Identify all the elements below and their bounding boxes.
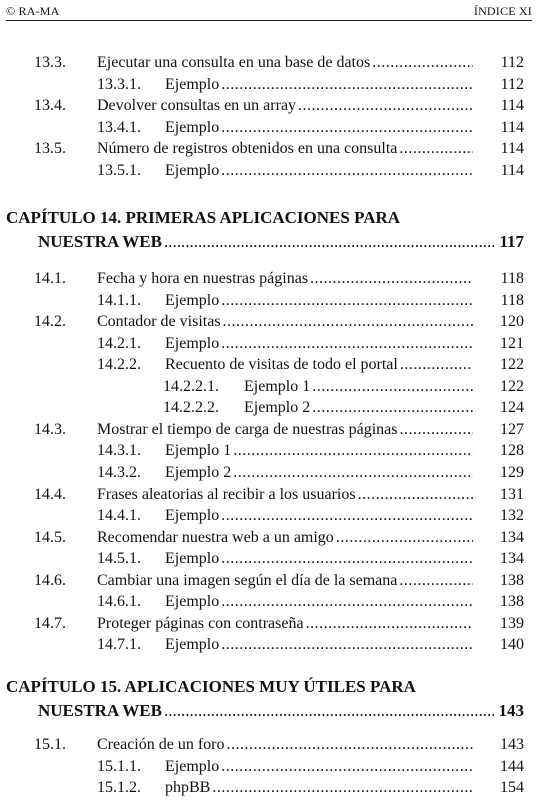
toc-entry [0, 756, 538, 778]
toc-entry-page: 134 [500, 550, 524, 568]
leader-dots [221, 634, 473, 656]
leader-dots [164, 700, 494, 722]
toc-entry [0, 74, 538, 96]
chapter-title-line1: CAPÍTULO 14. PRIMERAS APLICACIONES PARA [6, 208, 401, 227]
leader-dots [221, 505, 473, 527]
toc-entry-page: 122 [500, 356, 524, 374]
leader-dots [310, 268, 473, 290]
toc-entry [0, 52, 538, 74]
toc-entry [0, 570, 538, 592]
toc-entry-number: 13.3. [34, 54, 66, 71]
toc-entry-number: 15.1.2. [97, 779, 141, 797]
toc-entry-number: 13.5. [34, 140, 66, 158]
toc-entry-number: 14.3.2. [97, 463, 141, 481]
toc-entry-page: 118 [500, 270, 524, 287]
toc-entry-page: 129 [500, 463, 524, 481]
toc-entry-title: Ejecutar una consulta en una base de datos [97, 54, 371, 71]
toc-entry-title: Ejemplo 2 [165, 463, 232, 481]
leader-dots [221, 117, 473, 139]
toc-entry [0, 462, 538, 484]
toc-entry [0, 290, 538, 312]
toc-entry-number: 14.5. [34, 528, 66, 546]
running-title: ÍNDICE XI [473, 4, 532, 18]
leader-dots [312, 397, 473, 419]
toc-entry [0, 484, 538, 506]
leader-dots [221, 548, 473, 570]
leader-dots [400, 419, 474, 441]
leader-dots [221, 591, 473, 613]
toc-entry-title: Ejemplo [165, 507, 220, 525]
toc-entry-title: phpBB [165, 779, 211, 797]
leader-dots [298, 95, 473, 117]
toc-entry-page: 124 [500, 399, 524, 417]
toc-entry [0, 634, 538, 656]
toc-entry-title: Devolver consultas en un array [97, 97, 297, 115]
toc-entry-title: Ejemplo [165, 75, 220, 93]
toc-entry-title: Ejemplo 1 [244, 377, 311, 395]
toc-entry-number: 14.1. [34, 270, 66, 287]
chapter-title-line2: NUESTRA WEB [38, 232, 162, 251]
toc-entry-title: Ejemplo [165, 593, 220, 611]
toc-entry-page: 128 [500, 442, 524, 460]
toc-entry-title: Mostrar el tiempo de carga de nuestras páginas [97, 420, 398, 438]
toc-entry [0, 160, 538, 182]
toc-entry-page: 112 [500, 75, 524, 93]
toc-entry-number: 14.1.1. [97, 291, 141, 309]
header-rule [6, 20, 532, 21]
toc-entry-page: 143 [500, 736, 524, 753]
toc-entry-number: 14.3. [34, 420, 66, 438]
toc-entry-number: 13.4.1. [97, 118, 141, 136]
toc-entry [0, 505, 538, 527]
toc-entry-page: 114 [500, 162, 524, 179]
toc-entry-title: Fecha y hora en nuestras páginas [97, 270, 309, 287]
toc-entry-title: Ejemplo [165, 291, 220, 309]
toc-entry-title: Ejemplo [165, 118, 220, 136]
toc-entry-page: 121 [500, 334, 524, 352]
toc-entry-page: 131 [500, 485, 524, 503]
toc-entry-title: Ejemplo [165, 757, 220, 775]
toc-entry [0, 311, 538, 333]
leader-dots [221, 333, 473, 355]
chapter-page: 143 [498, 701, 524, 720]
chapter-title-line1: CAPÍTULO 15. APLICACIONES MUY ÚTILES PARA [6, 677, 416, 696]
publisher-mark: © RA-MA [6, 4, 60, 18]
toc-entry [0, 333, 538, 355]
toc-entry-number: 15.1. [34, 736, 66, 753]
toc-entry-page: 118 [500, 291, 524, 309]
leader-dots [372, 52, 473, 74]
toc-entry-number: 14.7.1. [97, 636, 141, 654]
toc-entry [0, 95, 538, 117]
toc-entry-number: 14.4. [34, 485, 66, 503]
toc-entry-number: 14.2.2.2. [163, 399, 219, 417]
leader-dots [164, 231, 494, 253]
toc-entry [0, 354, 538, 376]
toc-entry-page: 140 [500, 636, 524, 654]
leader-dots [212, 777, 473, 799]
toc-entry-page: 139 [500, 614, 524, 632]
toc-entry [0, 117, 538, 139]
leader-dots [358, 484, 473, 506]
toc-entry [0, 734, 538, 756]
leader-dots [221, 160, 473, 182]
toc-entry-page: 154 [500, 779, 524, 797]
toc-entry-title: Ejemplo [165, 334, 220, 352]
toc-entry-page: 122 [500, 377, 524, 395]
toc-entry-title: Ejemplo [165, 162, 220, 179]
toc-entry-number: 14.5.1. [97, 550, 141, 568]
toc-entry-title: Ejemplo [165, 550, 220, 568]
toc-entry-page: 114 [500, 118, 524, 136]
toc-entry-number: 14.3.1. [97, 442, 141, 460]
toc-entry [0, 591, 538, 613]
toc-entry-title: Ejemplo 1 [165, 442, 232, 460]
toc-entry-number: 13.3.1. [97, 75, 141, 93]
toc-entry-title: Cambiar una imagen según el día de la semana [97, 571, 398, 589]
leader-dots [306, 613, 473, 635]
leader-dots [399, 138, 473, 160]
toc-entry [0, 548, 538, 570]
toc-entry-number: 14.7. [34, 614, 66, 632]
toc-entry-number: 14.6. [34, 571, 66, 589]
leader-dots [336, 527, 473, 549]
toc-entry [0, 777, 538, 799]
toc-entry-title: Ejemplo [165, 636, 220, 654]
toc-entry-page: 138 [500, 593, 524, 611]
leader-dots [233, 462, 473, 484]
leader-dots [399, 570, 473, 592]
leader-dots [233, 440, 473, 462]
toc-entry [0, 613, 538, 635]
chapter-title-line2: NUESTRA WEB [38, 701, 162, 720]
toc-entry-title: Creación de un foro [97, 736, 225, 753]
toc-entry [0, 376, 538, 398]
toc-entry-title: Número de registros obtenidos en una consulta [97, 140, 398, 158]
leader-dots [400, 354, 473, 376]
toc-entry-title: Contador de visitas [97, 313, 221, 331]
toc-entry [0, 419, 538, 441]
toc-entry-number: 14.4.1. [97, 507, 141, 525]
toc-entry-number: 15.1.1. [97, 757, 141, 775]
leader-dots [227, 734, 473, 756]
toc-entry-page: 132 [500, 507, 524, 525]
toc-entry-page: 144 [500, 757, 524, 775]
toc-entry-number: 14.2.1. [97, 334, 141, 352]
leader-dots [221, 290, 473, 312]
toc-entry-page: 127 [500, 420, 524, 438]
leader-dots [221, 74, 473, 96]
toc-entry-number: 14.2.2. [97, 356, 141, 374]
toc-entry [0, 268, 538, 290]
toc-entry-page: 112 [500, 54, 524, 71]
toc-entry-page: 134 [500, 528, 524, 546]
toc-entry-title: Recomendar nuestra web a un amigo [97, 528, 334, 546]
toc-entry-number: 13.4. [34, 97, 66, 115]
toc-entry-title: Ejemplo 2 [244, 399, 311, 417]
toc-entry-title: Frases aleatorias al recibir a los usuarios [97, 485, 356, 503]
leader-dots [221, 756, 473, 778]
toc-entry-number: 14.2. [34, 313, 66, 331]
toc-entry-number: 14.2.2.1. [163, 377, 219, 395]
toc-entry-page: 114 [500, 140, 524, 158]
toc-entry-title: Recuento de visitas de todo el portal [165, 356, 398, 374]
toc-entry-number: 14.6.1. [97, 593, 141, 611]
toc-entry-title: Proteger páginas con contraseña [97, 614, 304, 632]
chapter-page: 117 [499, 232, 524, 251]
toc-entry [0, 440, 538, 462]
leader-dots [312, 376, 473, 398]
toc-entry-page: 120 [500, 313, 524, 331]
toc-entry-page: 114 [500, 97, 524, 115]
toc-entry-number: 13.5.1. [97, 162, 141, 179]
toc-entry [0, 138, 538, 160]
toc-entry-page: 138 [500, 571, 524, 589]
leader-dots [223, 311, 473, 333]
toc-entry [0, 527, 538, 549]
toc-entry [0, 397, 538, 419]
